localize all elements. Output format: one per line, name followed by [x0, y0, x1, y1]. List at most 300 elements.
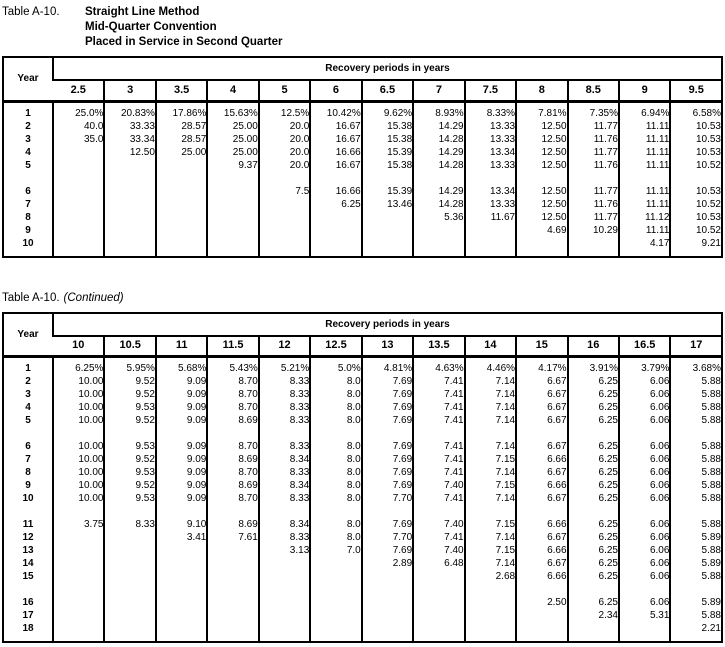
empty-cell	[104, 531, 155, 544]
value-cell: 11.11	[619, 185, 670, 198]
value-cell: 6.25%	[53, 357, 104, 376]
empty-cell	[310, 172, 361, 185]
empty-cell	[104, 557, 155, 570]
value-cell: 15.63%	[207, 101, 258, 120]
value-cell: 7.35%	[568, 101, 619, 120]
value-cell: 8.0	[310, 479, 361, 492]
value-cell: 7.14	[465, 375, 516, 388]
value-cell: 6.06	[619, 570, 670, 583]
value-cell: 6.25	[568, 401, 619, 414]
value-cell: 20.0	[259, 133, 310, 146]
year-cell: 6	[25, 441, 31, 452]
recovery-period-column-header: 7.5	[465, 80, 516, 101]
value-cell: 20.0	[259, 159, 310, 172]
empty-cell	[465, 609, 516, 622]
empty-cell	[156, 635, 207, 642]
value-cell: 6.06	[619, 388, 670, 401]
value-cell: 6.25	[568, 466, 619, 479]
value-cell: 8.33	[259, 492, 310, 505]
empty-cell	[207, 211, 258, 224]
empty-cell	[207, 609, 258, 622]
empty-cell	[413, 635, 464, 642]
table-row	[3, 518, 722, 531]
empty-cell	[413, 224, 464, 237]
value-cell: 6.06	[619, 544, 670, 557]
value-cell: 5.88	[670, 453, 722, 466]
value-cell: 8.0	[310, 466, 361, 479]
recovery-period-column-header: 3.5	[156, 80, 207, 101]
value-cell: 6.58%	[670, 101, 722, 120]
empty-cell	[413, 172, 464, 185]
empty-cell	[207, 505, 258, 518]
recovery-period-column-header: 6.5	[362, 80, 413, 101]
value-cell: 15.39	[362, 146, 413, 159]
value-cell: 10.00	[53, 414, 104, 427]
value-cell: 7.15	[465, 544, 516, 557]
value-cell: 6.06	[619, 375, 670, 388]
empty-cell	[53, 570, 104, 583]
value-cell: 11.76	[568, 198, 619, 211]
value-cell: 6.25	[568, 440, 619, 453]
value-cell: 13.33	[465, 120, 516, 133]
empty-cell	[362, 505, 413, 518]
empty-cell	[310, 505, 361, 518]
value-cell: 13.33	[465, 159, 516, 172]
empty-cell	[156, 583, 207, 596]
value-cell: 3.91%	[568, 357, 619, 376]
table-row	[3, 609, 722, 622]
value-cell: 7.69	[362, 388, 413, 401]
empty-cell	[156, 557, 207, 570]
value-cell: 7.41	[413, 453, 464, 466]
value-cell: 10.00	[53, 492, 104, 505]
empty-cell	[413, 583, 464, 596]
table-row	[3, 388, 722, 401]
empty-cell	[156, 622, 207, 635]
value-cell: 8.33	[104, 518, 155, 531]
value-cell: 11.11	[619, 146, 670, 159]
empty-cell	[362, 211, 413, 224]
table-row	[3, 479, 722, 492]
empty-cell	[53, 185, 104, 198]
recovery-period-column-header: 8.5	[568, 80, 619, 101]
recovery-period-column-header: 15	[516, 336, 567, 357]
empty-cell	[465, 635, 516, 642]
empty-cell	[413, 250, 464, 257]
value-cell: 9.62%	[362, 101, 413, 120]
empty-cell	[362, 635, 413, 642]
value-cell: 6.06	[619, 453, 670, 466]
value-cell: 7.69	[362, 440, 413, 453]
value-cell: 6.25	[568, 414, 619, 427]
year-cell: 8	[25, 211, 31, 223]
year-cell: 9	[25, 224, 31, 236]
value-cell: 7.70	[362, 531, 413, 544]
empty-cell	[207, 427, 258, 440]
empty-cell	[310, 250, 361, 257]
empty-cell	[568, 583, 619, 596]
value-cell: 9.09	[156, 401, 207, 414]
empty-cell	[413, 609, 464, 622]
value-cell: 12.50	[516, 198, 567, 211]
value-cell: 14.29	[413, 185, 464, 198]
empty-cell	[104, 172, 155, 185]
value-cell: 10.00	[53, 440, 104, 453]
value-cell: 8.0	[310, 492, 361, 505]
value-cell: 12.50	[516, 211, 567, 224]
value-cell: 6.06	[619, 557, 670, 570]
value-cell: 10.53	[670, 185, 722, 198]
value-cell: 14.28	[413, 159, 464, 172]
empty-cell	[310, 557, 361, 570]
empty-cell	[362, 237, 413, 250]
year-column-header: Year	[3, 313, 53, 357]
empty-cell	[568, 237, 619, 250]
value-cell: 8.33	[259, 414, 310, 427]
empty-cell	[670, 172, 722, 185]
value-cell: 13.34	[465, 146, 516, 159]
value-cell: 9.53	[104, 492, 155, 505]
value-cell: 14.29	[413, 146, 464, 159]
empty-cell	[516, 505, 567, 518]
value-cell: 10.00	[53, 401, 104, 414]
value-cell: 8.34	[259, 453, 310, 466]
spacer-row	[3, 172, 722, 185]
value-cell: 13.33	[465, 133, 516, 146]
value-cell: 25.00	[207, 146, 258, 159]
table-row	[3, 224, 722, 237]
recovery-period-column-header: 6	[310, 80, 361, 101]
table-row	[3, 440, 722, 453]
value-cell: 4.17	[619, 237, 670, 250]
value-cell: 7.0	[310, 544, 361, 557]
recovery-periods-group-header: Recovery periods in years	[53, 57, 722, 80]
value-cell: 13.33	[465, 198, 516, 211]
value-cell: 9.53	[104, 440, 155, 453]
year-cell: 5	[25, 159, 31, 171]
value-cell: 6.06	[619, 492, 670, 505]
recovery-period-column-header: 17	[670, 336, 722, 357]
value-cell: 7.41	[413, 466, 464, 479]
empty-cell	[310, 211, 361, 224]
empty-cell	[53, 159, 104, 172]
value-cell: 9.53	[104, 466, 155, 479]
empty-cell	[516, 172, 567, 185]
value-cell: 6.25	[568, 492, 619, 505]
table-row	[3, 133, 722, 146]
value-cell: 7.69	[362, 466, 413, 479]
value-cell: 33.33	[104, 120, 155, 133]
value-cell: 8.69	[207, 414, 258, 427]
empty-cell	[53, 544, 104, 557]
empty-cell	[362, 596, 413, 609]
value-cell: 9.52	[104, 414, 155, 427]
value-cell: 6.67	[516, 414, 567, 427]
value-cell: 20.0	[259, 146, 310, 159]
value-cell: 8.69	[207, 479, 258, 492]
value-cell: 7.69	[362, 518, 413, 531]
value-cell: 11.12	[619, 211, 670, 224]
value-cell: 10.52	[670, 198, 722, 211]
recovery-period-column-header: 9.5	[670, 80, 722, 101]
value-cell: 5.89	[670, 531, 722, 544]
value-cell: 15.38	[362, 120, 413, 133]
value-cell: 10.42%	[310, 101, 361, 120]
value-cell: 11.11	[619, 159, 670, 172]
value-cell: 7.41	[413, 375, 464, 388]
depreciation-table-second-quarter	[2, 56, 723, 258]
year-cell: 1	[25, 107, 31, 119]
value-cell: 7.41	[413, 401, 464, 414]
value-cell: 13.34	[465, 185, 516, 198]
empty-cell	[516, 237, 567, 250]
empty-year-cell	[3, 172, 53, 185]
value-cell: 9.52	[104, 375, 155, 388]
empty-cell	[465, 622, 516, 635]
table-row	[3, 120, 722, 133]
recovery-period-column-header: 4	[207, 80, 258, 101]
value-cell: 28.57	[156, 120, 207, 133]
value-cell: 5.88	[670, 414, 722, 427]
empty-cell	[156, 198, 207, 211]
empty-cell	[207, 544, 258, 557]
recovery-period-column-header: 10	[53, 336, 104, 357]
value-cell: 6.06	[619, 466, 670, 479]
value-cell: 8.70	[207, 492, 258, 505]
value-cell: 8.0	[310, 518, 361, 531]
table-row	[3, 622, 722, 635]
table-row	[3, 401, 722, 414]
value-cell: 7.41	[413, 440, 464, 453]
year-cell: 15	[22, 571, 34, 582]
empty-cell	[413, 596, 464, 609]
empty-cell	[259, 557, 310, 570]
value-cell: 6.25	[568, 453, 619, 466]
empty-cell	[362, 570, 413, 583]
empty-cell	[104, 250, 155, 257]
year-cell: 9	[25, 480, 31, 491]
empty-cell	[259, 172, 310, 185]
empty-cell	[53, 557, 104, 570]
value-cell: 3.75	[53, 518, 104, 531]
recovery-period-column-header: 13.5	[413, 336, 464, 357]
value-cell: 7.61	[207, 531, 258, 544]
value-cell: 7.40	[413, 544, 464, 557]
value-cell: 6.66	[516, 518, 567, 531]
empty-cell	[465, 596, 516, 609]
value-cell: 6.06	[619, 414, 670, 427]
value-cell: 12.50	[516, 120, 567, 133]
title-line-convention: Mid-Quarter Convention	[85, 21, 217, 33]
empty-cell	[156, 596, 207, 609]
value-cell: 8.69	[207, 518, 258, 531]
value-cell: 5.68%	[156, 357, 207, 376]
year-cell: 16	[22, 597, 34, 608]
value-cell: 20.0	[259, 120, 310, 133]
empty-cell	[104, 224, 155, 237]
recovery-period-column-header: 5	[259, 80, 310, 101]
value-cell: 10.00	[53, 466, 104, 479]
value-cell: 8.70	[207, 375, 258, 388]
table-row	[3, 596, 722, 609]
empty-cell	[259, 635, 310, 642]
empty-cell	[53, 505, 104, 518]
value-cell: 8.0	[310, 388, 361, 401]
empty-cell	[670, 427, 722, 440]
value-cell: 8.0	[310, 401, 361, 414]
value-cell: 4.46%	[465, 357, 516, 376]
table-row	[3, 544, 722, 557]
value-cell: 11.11	[619, 133, 670, 146]
value-cell: 8.0	[310, 453, 361, 466]
empty-cell	[465, 172, 516, 185]
empty-cell	[156, 159, 207, 172]
empty-cell	[516, 609, 567, 622]
value-cell: 8.34	[259, 479, 310, 492]
empty-cell	[259, 505, 310, 518]
empty-cell	[310, 570, 361, 583]
value-cell: 14.28	[413, 133, 464, 146]
table-row	[3, 211, 722, 224]
empty-cell	[310, 237, 361, 250]
value-cell: 9.09	[156, 388, 207, 401]
value-cell: 11.11	[619, 224, 670, 237]
year-cell: 14	[22, 558, 34, 569]
table-caption-continued	[2, 291, 723, 306]
empty-cell	[53, 146, 104, 159]
value-cell: 16.66	[310, 185, 361, 198]
value-cell: 16.67	[310, 133, 361, 146]
year-cell: 10	[22, 493, 34, 504]
table-label: Table A-10.	[2, 6, 60, 18]
empty-cell	[619, 172, 670, 185]
title-line-method: Straight Line Method	[85, 6, 200, 18]
value-cell: 10.00	[53, 453, 104, 466]
value-cell: 6.25	[568, 557, 619, 570]
empty-cell	[516, 427, 567, 440]
value-cell: 9.09	[156, 492, 207, 505]
empty-cell	[259, 570, 310, 583]
table-row	[3, 453, 722, 466]
value-cell: 5.88	[670, 388, 722, 401]
value-cell: 5.89	[670, 596, 722, 609]
empty-cell	[310, 583, 361, 596]
value-cell: 5.88	[670, 609, 722, 622]
value-cell: 3.13	[259, 544, 310, 557]
table-row	[3, 375, 722, 388]
empty-cell	[156, 570, 207, 583]
table-a10-q2-block	[2, 5, 723, 258]
empty-cell	[156, 609, 207, 622]
spacer-row	[3, 427, 722, 440]
value-cell: 6.67	[516, 375, 567, 388]
year-cell: 10	[22, 237, 34, 249]
value-cell: 40.0	[53, 120, 104, 133]
empty-cell	[207, 557, 258, 570]
recovery-period-column-header: 3	[104, 80, 155, 101]
value-cell: 14.28	[413, 198, 464, 211]
empty-cell	[670, 250, 722, 257]
empty-cell	[619, 427, 670, 440]
value-cell: 8.33	[259, 466, 310, 479]
value-cell: 6.67	[516, 531, 567, 544]
table-row	[3, 237, 722, 250]
value-cell: 9.53	[104, 401, 155, 414]
empty-cell	[53, 635, 104, 642]
empty-cell	[568, 622, 619, 635]
table-row	[3, 414, 722, 427]
value-cell: 8.93%	[413, 101, 464, 120]
table-a10-continued-block	[2, 291, 723, 644]
empty-cell	[413, 570, 464, 583]
empty-cell	[310, 596, 361, 609]
value-cell: 11.67	[465, 211, 516, 224]
value-cell: 7.81%	[516, 101, 567, 120]
empty-cell	[259, 198, 310, 211]
empty-cell	[156, 211, 207, 224]
empty-cell	[568, 505, 619, 518]
empty-cell	[104, 544, 155, 557]
empty-cell	[516, 635, 567, 642]
empty-cell	[568, 427, 619, 440]
value-cell: 7.15	[465, 453, 516, 466]
value-cell: 16.67	[310, 159, 361, 172]
empty-cell	[465, 583, 516, 596]
value-cell: 4.69	[516, 224, 567, 237]
empty-cell	[310, 622, 361, 635]
value-cell: 6.25	[568, 518, 619, 531]
value-cell: 8.0	[310, 375, 361, 388]
empty-year-cell	[3, 250, 53, 257]
value-cell: 7.69	[362, 479, 413, 492]
value-cell: 8.70	[207, 388, 258, 401]
empty-cell	[259, 237, 310, 250]
value-cell: 7.14	[465, 466, 516, 479]
value-cell: 3.41	[156, 531, 207, 544]
value-cell: 6.48	[413, 557, 464, 570]
value-cell: 6.67	[516, 492, 567, 505]
value-cell: 10.53	[670, 120, 722, 133]
value-cell: 6.66	[516, 453, 567, 466]
value-cell: 33.34	[104, 133, 155, 146]
value-cell: 11.76	[568, 133, 619, 146]
recovery-period-column-header: 16.5	[619, 336, 670, 357]
value-cell: 3.68%	[670, 357, 722, 376]
empty-cell	[156, 224, 207, 237]
empty-cell	[670, 583, 722, 596]
value-cell: 10.52	[670, 159, 722, 172]
value-cell: 2.21	[670, 622, 722, 635]
value-cell: 7.14	[465, 492, 516, 505]
empty-cell	[53, 596, 104, 609]
value-cell: 6.66	[516, 570, 567, 583]
value-cell: 4.17%	[516, 357, 567, 376]
empty-cell	[104, 596, 155, 609]
empty-cell	[53, 427, 104, 440]
value-cell: 7.14	[465, 414, 516, 427]
empty-cell	[413, 505, 464, 518]
value-cell: 16.67	[310, 120, 361, 133]
value-cell: 8.0	[310, 414, 361, 427]
table-label: Table A-10.	[2, 291, 60, 304]
empty-cell	[362, 224, 413, 237]
value-cell: 11.77	[568, 146, 619, 159]
value-cell: 7.69	[362, 375, 413, 388]
value-cell: 9.21	[670, 237, 722, 250]
empty-cell	[53, 609, 104, 622]
empty-cell	[53, 531, 104, 544]
value-cell: 10.53	[670, 133, 722, 146]
